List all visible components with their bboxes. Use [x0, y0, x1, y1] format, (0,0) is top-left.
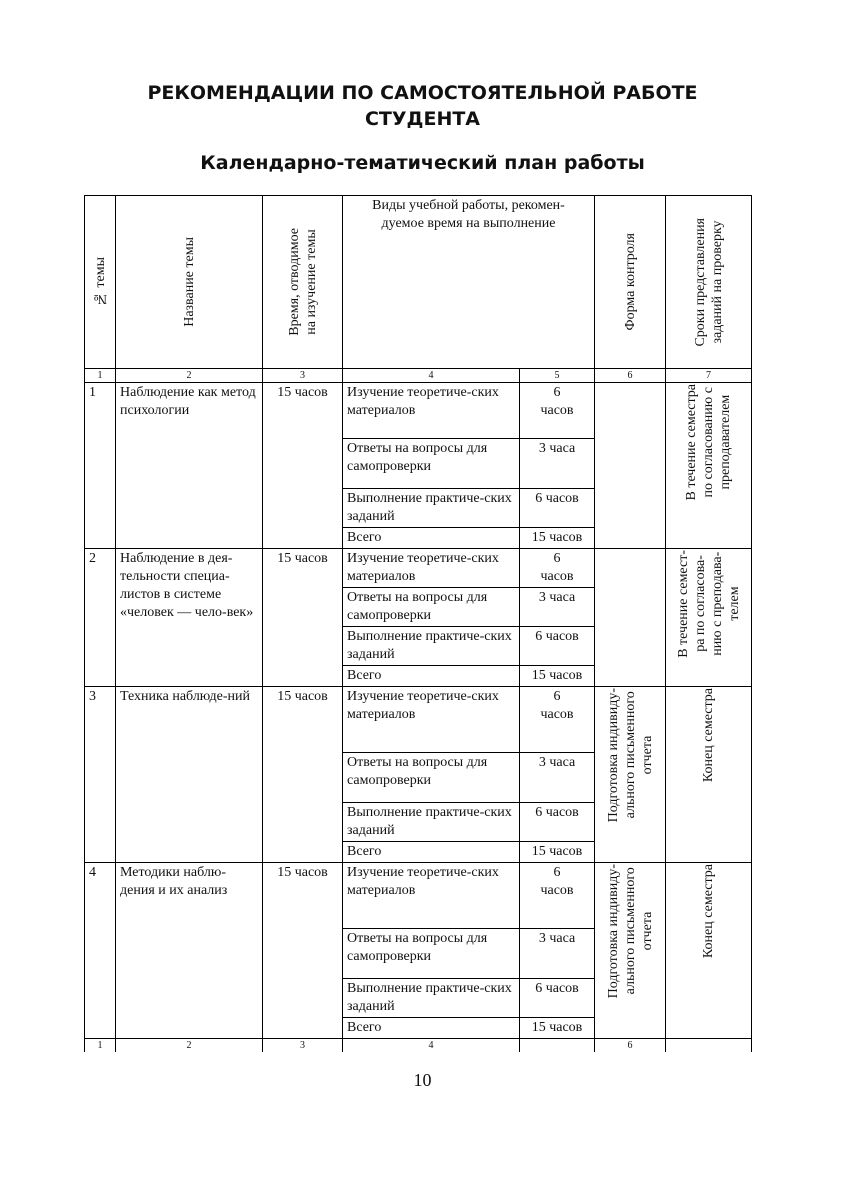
header-form [595, 196, 666, 369]
deadline-text: В течение семест- ра по согласова- нию с преподава- телем [675, 550, 742, 658]
topic-time: 15 часов [263, 863, 343, 1039]
deadline-wrap [670, 864, 747, 958]
header-row [85, 196, 752, 369]
activity-label: Выполнение практиче-ских заданий [343, 627, 520, 666]
control-form [595, 687, 666, 863]
bottom-column-number: 1 [85, 1039, 116, 1053]
activity-hours: 6 часов [520, 627, 595, 666]
topic-time: 15 часов [263, 549, 343, 687]
topic-row [85, 863, 752, 929]
bottom-column-number [520, 1039, 595, 1053]
bottom-column-number: 4 [343, 1039, 520, 1053]
topic-number: 2 [85, 549, 116, 687]
activity-label: Выполнение практиче-ских заданий [343, 979, 520, 1018]
activity-hours: 3 часа [520, 753, 595, 803]
topic-row [85, 549, 752, 588]
topic-row [85, 687, 752, 753]
activity-hours: 15 часов [520, 1018, 595, 1039]
control-form [595, 549, 666, 687]
column-number: 1 [85, 369, 116, 383]
topic-time: 15 часов [263, 383, 343, 549]
activity-hours: 15 часов [520, 666, 595, 687]
activity-hours: 15 часов [520, 528, 595, 549]
activity-label: Выполнение практиче-ских заданий [343, 489, 520, 528]
topic-number: 3 [85, 687, 116, 863]
activity-hours: 3 часа [520, 929, 595, 979]
header-form-text: Форма контроля [622, 233, 638, 331]
plan-table [84, 195, 752, 1052]
topic-time: 15 часов [263, 687, 343, 863]
control-form-text: Подготовка индивиду- ального письменного отчета [605, 688, 655, 823]
activity-hours: 6 часов [520, 803, 595, 842]
activity-label: Ответы на вопросы для самопроверки [343, 929, 520, 979]
activity-hours: 6 часов [520, 383, 595, 439]
column-number: 7 [666, 369, 752, 383]
column-number: 4 [343, 369, 520, 383]
header-name-text: Название темы [181, 237, 197, 327]
activity-label: Изучение теоретиче-ских материалов [343, 863, 520, 929]
activity-hours: 6 часов [520, 979, 595, 1018]
control-form [595, 863, 666, 1039]
control-form-text: Подготовка индивиду- ального письменного отчета [605, 864, 655, 999]
control-form [595, 383, 666, 549]
column-number: 2 [116, 369, 263, 383]
deadline-text: Конец семестра [701, 688, 717, 783]
deadline-wrap [670, 550, 747, 658]
bottom-number-row [85, 1039, 752, 1053]
activity-label: Изучение теоретиче-ских материалов [343, 687, 520, 753]
deadline [666, 383, 752, 549]
deadline-wrap [670, 384, 747, 501]
header-kinds-text: Виды учебной работы, рекомен- дуемое время на выполнение [372, 198, 565, 231]
activity-label: Всего [343, 842, 520, 863]
header-time [263, 196, 343, 369]
activity-label: Ответы на вопросы для самопроверки [343, 439, 520, 489]
header-time-text: Время, отводимое на изучение темы [286, 228, 319, 336]
page-number: 10 [413, 1070, 432, 1090]
bottom-column-number: 6 [595, 1039, 666, 1053]
deadline [666, 863, 752, 1039]
column-number: 6 [595, 369, 666, 383]
activity-hours: 6 часов [520, 489, 595, 528]
header-deadline-text: Сроки представления заданий на проверку [692, 217, 725, 347]
topic-number: 4 [85, 863, 116, 1039]
deadline-wrap [670, 688, 747, 782]
control-form-wrap [599, 864, 661, 998]
deadline-text: В течение семестра по согласованию с преподавателем [684, 384, 734, 501]
activity-label: Ответы на вопросы для самопроверки [343, 588, 520, 627]
column-number-row [85, 369, 752, 383]
activity-label: Выполнение практиче-ских заданий [343, 803, 520, 842]
column-number: 5 [520, 369, 595, 383]
header-deadline [666, 196, 752, 369]
control-form-wrap [599, 688, 661, 822]
header-kinds [343, 196, 595, 369]
deadline-text: Конец семестра [701, 864, 717, 959]
activity-label: Всего [343, 528, 520, 549]
topic-name: Наблюдение в дея-тельности специа-листов в системе «человек — чело-век» [116, 549, 263, 687]
deadline [666, 687, 752, 863]
activity-hours: 15 часов [520, 842, 595, 863]
bottom-column-number: 2 [116, 1039, 263, 1053]
activity-hours: 6 часов [520, 549, 595, 588]
header-num-text: № темы [92, 257, 108, 307]
activity-label: Ответы на вопросы для самопроверки [343, 753, 520, 803]
title-line-2: СТУДЕНТА [364, 108, 481, 130]
activity-label: Всего [343, 1018, 520, 1039]
activity-label: Всего [343, 666, 520, 687]
deadline [666, 549, 752, 687]
topic-number: 1 [85, 383, 116, 549]
topic-row [85, 383, 752, 439]
activity-hours: 3 часа [520, 588, 595, 627]
plan-subtitle: Календарно-тематический план работы [200, 152, 645, 174]
activity-label: Изучение теоретиче-ских материалов [343, 383, 520, 439]
activity-hours: 3 часа [520, 439, 595, 489]
topic-name: Техника наблюде-ний [116, 687, 263, 863]
bottom-column-number: 3 [263, 1039, 343, 1053]
title-line-1: РЕКОМЕНДАЦИИ ПО САМОСТОЯТЕЛЬНОЙ РАБОТЕ [147, 82, 698, 104]
header-num [85, 196, 116, 369]
activity-label: Изучение теоретиче-ских материалов [343, 549, 520, 588]
header-name [116, 196, 263, 369]
bottom-column-number [666, 1039, 752, 1053]
activity-hours: 6 часов [520, 687, 595, 753]
topic-name: Наблюдение как метод психологии [116, 383, 263, 549]
activity-hours: 6 часов [520, 863, 595, 929]
page-title [0, 80, 845, 132]
column-number: 3 [263, 369, 343, 383]
topic-name: Методики наблю-дения и их анализ [116, 863, 263, 1039]
